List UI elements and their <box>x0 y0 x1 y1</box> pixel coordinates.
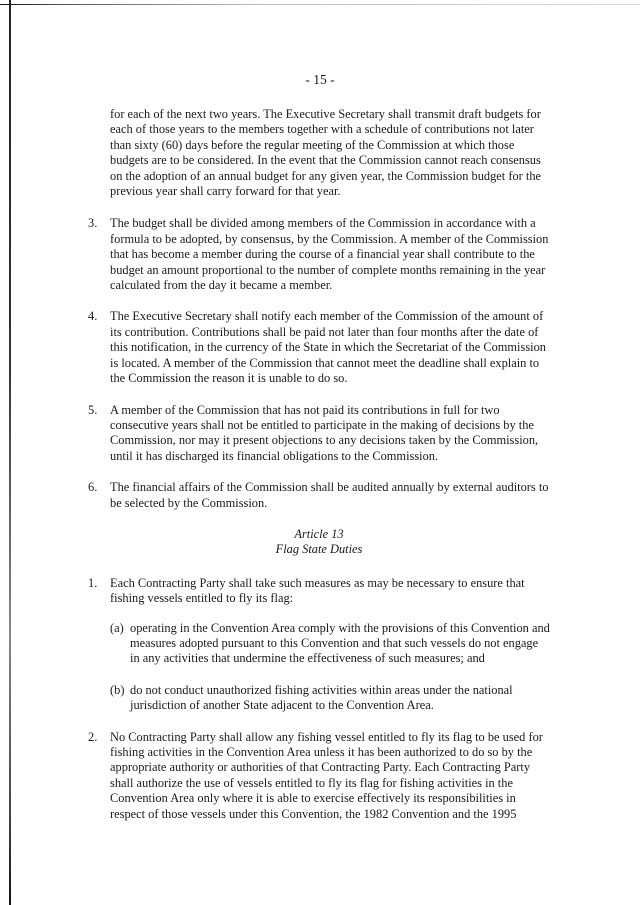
numbered-item-4 <box>88 309 550 386</box>
article-heading <box>88 527 550 558</box>
sub-item-label: (b) <box>110 682 125 697</box>
item-text: The Executive Secretary shall notify each member of the Commission of the amount of its contribution. Contributions shall be paid not later than four months after the date of this notification, in the currency of the State in which the Secretariat of the Commission is located. A member of the Commission that cannot meet the deadline shall explain to the Commission the reason it is unable to do so. <box>110 309 546 386</box>
item-number: 5. <box>88 402 98 417</box>
scan-edge-left <box>9 0 11 905</box>
numbered-item-5 <box>88 403 550 465</box>
document-body <box>88 107 550 838</box>
item-number: 4. <box>88 309 98 324</box>
sub-item-label: (a) <box>110 620 124 635</box>
item-text: Each Contracting Party shall take such measures as may be necessary to ensure that fishing vessels entitled to fly its flag: <box>110 575 525 606</box>
sub-item-text: operating in the Convention Area comply with the provisions of this Convention and measures adopted pursuant to this Convention and that such vessels do not engage in any activities that undermine the effectiveness of such measures; and <box>130 620 550 666</box>
article-title: Flag State Duties <box>275 542 363 557</box>
scan-edge-top <box>0 4 640 5</box>
item-number: 2. <box>88 729 98 744</box>
sub-item-text: do not conduct unauthorized fishing activities within areas under the national jurisdiction of another State adjacent to the Convention Area. <box>130 682 513 713</box>
numbered-item-6 <box>88 480 550 511</box>
sub-item-a <box>110 621 550 667</box>
numbered-item-3 <box>88 216 550 293</box>
item-number: 6. <box>88 480 98 495</box>
item-text: A member of the Commission that has not paid its contributions in full for two consecutive years shall not be entitled to participate in the making of decisions by the Commission, nor may it present objections to any decisions taken by the Commission, until it has discharged its financial obligations to the Commission. <box>110 402 539 463</box>
item-number: 1. <box>88 575 98 590</box>
numbered-item-1 <box>88 576 550 607</box>
item-text: The financial affairs of the Commission shall be audited annually by external auditors to be selected by the Commission. <box>110 480 549 510</box>
sub-item-b <box>110 683 550 714</box>
article-number: Article 13 <box>294 526 344 541</box>
item-text: No Contracting Party shall allow any fishing vessel entitled to fly its flag to be used for fishing activities in the Convention Area unless it has been authorized to do so by the appropriate authority or authorities of that Contracting Party. Each Contracting Party shall authorize the use of vessels entitled to fly its flag for fishing activities in the Convention Area only where it is able to exercise effectively its responsibilities in respect of those vessels under this Convention, the 1982 Convention and the 1995 <box>110 729 543 821</box>
continuation-paragraph: for each of the next two years. The Executive Secretary shall transmit draft budgets for each of those years to the members together with a schedule of contributions not later than sixty (60) days before the regular meeting of the Commission at which those budgets are to be considered. In the event that the Commission cannot reach consensus on the adoption of an annual budget for any given year, the Commission budget for the previous year shall carry forward for that year. <box>110 107 542 199</box>
numbered-item-2 <box>88 730 550 822</box>
item-number: 3. <box>88 216 98 231</box>
item-text: The budget shall be divided among members of the Commission in accordance with a formula to be adopted, by consensus, by the Commission. A member of the Commission that has become a member during the course of a financial year shall contribute to the budget an amount proportional to the number of complete months remaining in the year calculated from the day it became a member. <box>110 216 549 293</box>
page-number: - 15 - <box>305 72 335 87</box>
